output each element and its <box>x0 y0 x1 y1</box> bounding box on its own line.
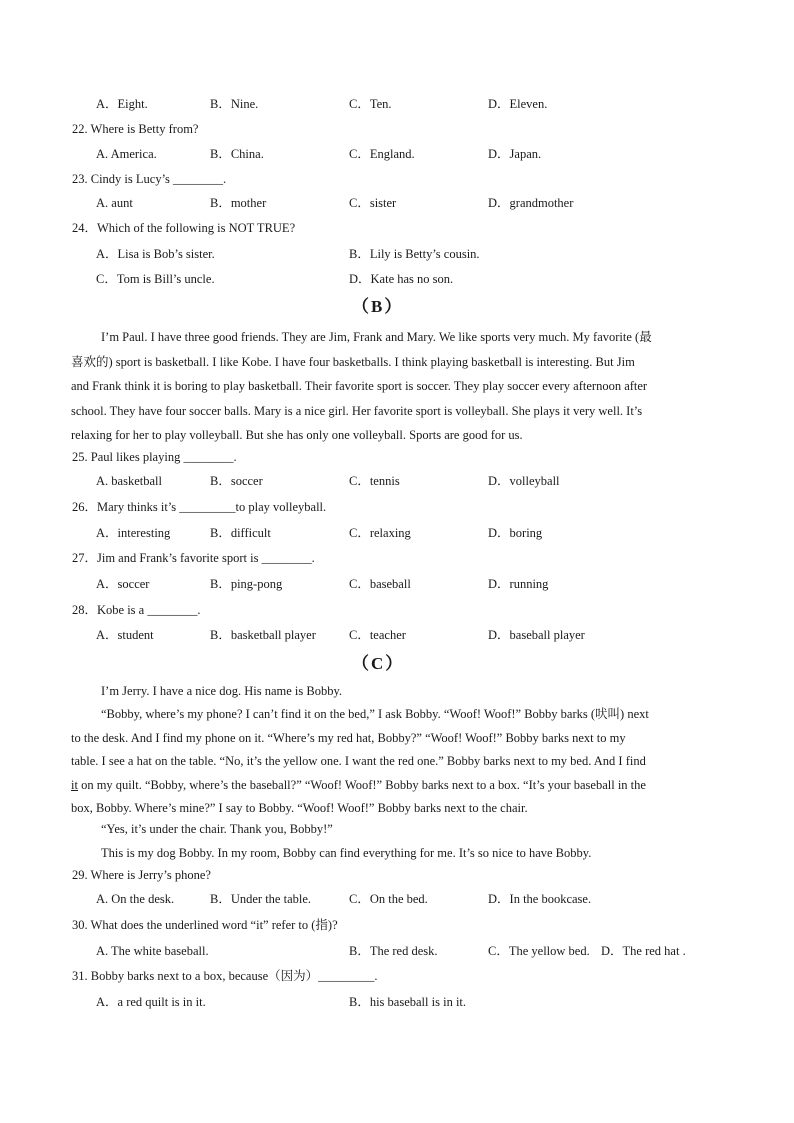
q26-option-c[interactable]: C．relaxing <box>349 526 411 540</box>
q30-option-d[interactable]: D．The red hat . <box>601 944 686 958</box>
passage-b-line-4: school. They have four soccer balls. Mary is a nice girl. Her favorite sport is volleyball. She plays it very well. It’s <box>71 403 643 418</box>
q26-stem: 26．Mary thinks it’s _________to play volleyball. <box>72 500 327 514</box>
q24-option-a[interactable]: A．Lisa is Bob’s sister. <box>96 247 215 261</box>
q27-option-b[interactable]: B．ping-pong <box>210 577 283 591</box>
q22-option-c[interactable]: C．England. <box>349 147 415 161</box>
q27-option-a[interactable]: A．soccer <box>96 577 150 591</box>
q30-option-a[interactable]: A. The white baseball. <box>96 944 209 958</box>
q31-stem: 31. Bobby barks next to a box, because（因为）_________. <box>72 969 378 983</box>
q24-option-c[interactable]: C．Tom is Bill’s uncle. <box>96 272 215 286</box>
passage-b-line-2: 喜欢的) sport is basketball. I like Kobe. I have four basketballs. I think playing basketball is interesting. But Jim <box>71 354 635 369</box>
passage-c-line-2: to the desk. And I find my phone on it. “Where’s my red hat, Bobby?” “Woof! Woof!” Bobby barks next to my <box>71 730 626 745</box>
section-c-passage <box>71 703 723 821</box>
q23-stem: 23. Cindy is Lucy’s ________. <box>72 172 227 186</box>
passage-c-yes-line: “Yes, it’s under the chair. Thank you, Bobby!” <box>101 822 333 836</box>
section-b-heading: （B） <box>352 297 404 316</box>
q21-option-a[interactable]: A．Eight. <box>96 97 148 111</box>
passage-b-line-3: and Frank think it is boring to play basketball. Their favorite sport is soccer. They play soccer every afternoon after <box>71 379 648 394</box>
underlined-word-it: it <box>71 777 78 792</box>
q22-option-b[interactable]: B．China. <box>210 147 264 161</box>
q25-option-b[interactable]: B．soccer <box>210 474 263 488</box>
q25-stem: 25. Paul likes playing ________. <box>72 450 237 464</box>
q22-option-a[interactable]: A. America. <box>96 147 157 161</box>
q23-option-d[interactable]: D．grandmother <box>488 196 574 210</box>
passage-b-line-5: relaxing for her to play volleyball. But she has only one volleyball. Sports are good for us. <box>71 428 523 443</box>
q28-option-c[interactable]: C．teacher <box>349 628 406 642</box>
section-b-passage <box>71 325 723 448</box>
q22-stem: 22. Where is Betty from? <box>72 122 199 136</box>
q26-option-b[interactable]: B．difficult <box>210 526 271 540</box>
q24-option-d[interactable]: D．Kate has no son. <box>349 272 454 286</box>
q23-option-b[interactable]: B．mother <box>210 196 267 210</box>
q29-option-c[interactable]: C．On the bed. <box>349 892 428 906</box>
q25-option-a[interactable]: A. basketball <box>96 474 162 488</box>
q28-option-a[interactable]: A．student <box>96 628 154 642</box>
q27-option-c[interactable]: C．baseball <box>349 577 411 591</box>
q24-stem: 24．Which of the following is NOT TRUE? <box>72 221 296 235</box>
q26-option-d[interactable]: D．boring <box>488 526 543 540</box>
q29-option-b[interactable]: B．Under the table. <box>210 892 312 906</box>
passage-c-line-4-rest: on my quilt. “Bobby, where’s the baseball?” “Woof! Woof!” Bobby barks next to a box. “It’s your baseball in the <box>77 777 646 792</box>
q22-option-d[interactable]: D．Japan. <box>488 147 542 161</box>
passage-c-line-3: table. I see a hat on the table. “No, it’s the yellow one. I want the red one.” Bobby barks next to my bed. And I find <box>71 754 646 768</box>
q28-option-d[interactable]: D．baseball player <box>488 628 585 642</box>
q27-stem: 27．Jim and Frank’s favorite sport is ________. <box>72 551 315 565</box>
passage-c-intro: I’m Jerry. I have a nice dog. His name is Bobby. <box>101 684 343 698</box>
q29-option-d[interactable]: D．In the bookcase. <box>488 892 592 906</box>
passage-c-line-5: box, Bobby. Where’s mine?” I say to Bobby. “Woof! Woof!” Bobby barks next to the chair. <box>71 801 528 815</box>
q21-option-d[interactable]: D．Eleven. <box>488 97 548 111</box>
q21-option-c[interactable]: C．Ten. <box>349 97 392 111</box>
q29-option-a[interactable]: A. On the desk. <box>96 892 175 906</box>
q26-option-a[interactable]: A．interesting <box>96 526 171 540</box>
q31-option-b[interactable]: B．his baseball is in it. <box>349 995 467 1009</box>
q30-option-c[interactable]: C．The yellow bed. <box>488 944 590 958</box>
q31-option-a[interactable]: A．a red quilt is in it. <box>96 995 206 1009</box>
q23-option-a[interactable]: A. aunt <box>96 196 133 210</box>
q28-stem: 28．Kobe is a ________. <box>72 603 201 617</box>
q29-stem: 29. Where is Jerry’s phone? <box>72 868 211 882</box>
q28-option-b[interactable]: B．basketball player <box>210 628 316 642</box>
q24-option-b[interactable]: B．Lily is Betty’s cousin. <box>349 247 480 261</box>
passage-c-last-line: This is my dog Bobby. In my room, Bobby can find everything for me. It’s so nice to have Bobby. <box>101 846 592 860</box>
q27-option-d[interactable]: D．running <box>488 577 549 591</box>
q23-option-c[interactable]: C．sister <box>349 196 397 210</box>
q30-option-b[interactable]: B．The red desk. <box>349 944 438 958</box>
q30-stem: 30. What does the underlined word “it” refer to (指)? <box>72 918 338 932</box>
q25-option-c[interactable]: C．tennis <box>349 474 400 488</box>
q21-option-b[interactable]: B．Nine. <box>210 97 259 111</box>
passage-c-line-1: “Bobby, where’s my phone? I can’t find it on the bed,” I ask Bobby. “Woof! Woof!” Bobby barks (吠叫) next <box>101 707 649 721</box>
q25-option-d[interactable]: D．volleyball <box>488 474 560 488</box>
passage-b-line-1: I’m Paul. I have three good friends. They are Jim, Frank and Mary. We like sports very much. My favorite (最 <box>101 330 652 344</box>
section-c-heading: （C） <box>352 654 405 673</box>
passage-c-line-4 <box>71 774 723 798</box>
